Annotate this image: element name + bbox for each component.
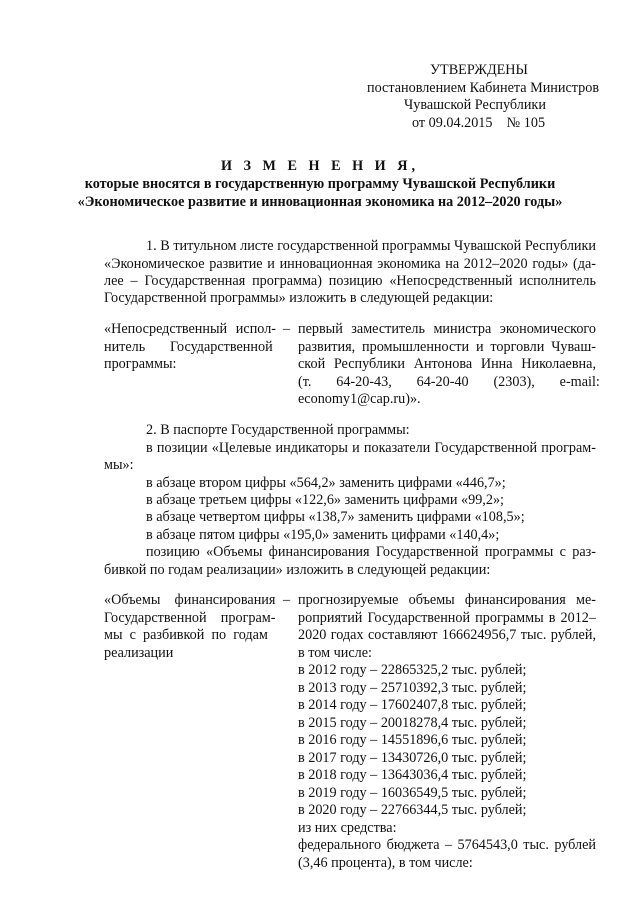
funding-year: в 2013 году – 25710392,3 тыс. рублей; [298,680,527,696]
paragraph-line: в абзаце пятом цифры «195,0» заменить цифрами «140,4»; [146,527,500,543]
paragraph-line: мы»: [104,457,134,473]
document-subtitle: «Экономическое развитие и инновационная экономика на 2012–2020 годы» [77,194,563,210]
funding-year: в 2018 году – 13643036,4 тыс. рублей; [298,767,527,783]
dash: – [283,592,291,608]
document-subtitle: которые вносятся в государственную программу Чувашской Республики [84,176,556,192]
funding-label: «Объемы финансирования [104,592,276,608]
paragraph-line: лее – Государственная программа) позицию «Непосредственный исполнитель [104,273,596,289]
executor-email: economy1@cap.ru)». [298,391,421,407]
funding-year: в 2015 году – 20018278,4 тыс. рублей; [298,715,527,731]
approval-date: от 09.04.2015 № 105 [412,115,546,131]
executor-value: ской Республики Антонова Инна Николаевна, [298,356,596,372]
paragraph-line: 1. В титульном листе государственной программы Чувашской Республики [146,238,596,254]
paragraph-line: в абзаце втором цифры «564,2» заменить цифрами «446,7»; [146,475,506,491]
executor-label: нитель Государственной [104,339,273,355]
paragraph-line: в абзаце четвертом цифры «138,7» заменить цифрами «108,5»; [146,509,525,525]
approval-line: постановлением Кабинета Министров [367,80,600,96]
funding-value: федерального бюджета – 5764543,0 тыс. рублей [298,837,596,853]
funding-year: в 2014 году – 17602407,8 тыс. рублей; [298,697,527,713]
funding-value: роприятий Государственной программы в 2012– [298,610,596,626]
executor-value: (т. 64-20-43, 64-20-40 (2303), e-mail: [298,374,600,390]
funding-value: 2020 годах составляют 166624956,7 тыс. рублей, [298,627,596,643]
funding-value: из них средства: [298,820,397,836]
executor-value: развития, промышленности и торговли Чуваш- [298,339,596,355]
funding-label: реализации [104,645,174,661]
dash: – [283,321,291,337]
approval-line: Чувашской Республики [404,97,546,113]
funding-value: в том числе: [298,645,372,661]
funding-year: в 2012 году – 22865325,2 тыс. рублей; [298,662,527,678]
funding-label: Государственной програм- [104,610,276,626]
funding-year: в 2016 году – 14551896,6 тыс. рублей; [298,732,527,748]
executor-label: программы: [104,356,177,372]
executor-value: первый заместитель министра экономического [298,321,596,337]
paragraph-line: в абзаце третьем цифры «122,6» заменить цифрами «99,2»; [146,492,504,508]
funding-year: в 2017 году – 13430726,0 тыс. рублей; [298,750,527,766]
paragraph-line: Государственной программы» изложить в следующей редакции: [104,290,494,306]
approval-title: УТВЕРЖДЕНЫ [430,62,528,78]
funding-year: в 2019 году – 16036549,5 тыс. рублей; [298,785,527,801]
paragraph-line: позицию «Объемы финансирования Государственной программы с раз- [146,544,596,560]
funding-value: (3,46 процента), в том числе: [298,855,473,871]
paragraph-line: «Экономическое развитие и инновационная экономика на 2012–2020 годы» (да- [104,256,596,272]
paragraph-line: в позиции «Целевые индикаторы и показатели Государственной програм- [146,440,596,456]
funding-year: в 2020 году – 22766344,5 тыс. рублей; [298,802,527,818]
document-title: И З М Е Н Е Н И Я, [220,158,420,174]
paragraph-line: бивкой по годам реализации» изложить в следующей редакции: [104,562,491,578]
executor-label: «Непосредственный испол- [104,321,276,337]
funding-label: мы с разбивкой по годам [104,627,268,643]
paragraph-line: 2. В паспорте Государственной программы: [146,422,410,438]
funding-value: прогнозируемые объемы финансирования ме- [298,592,596,608]
